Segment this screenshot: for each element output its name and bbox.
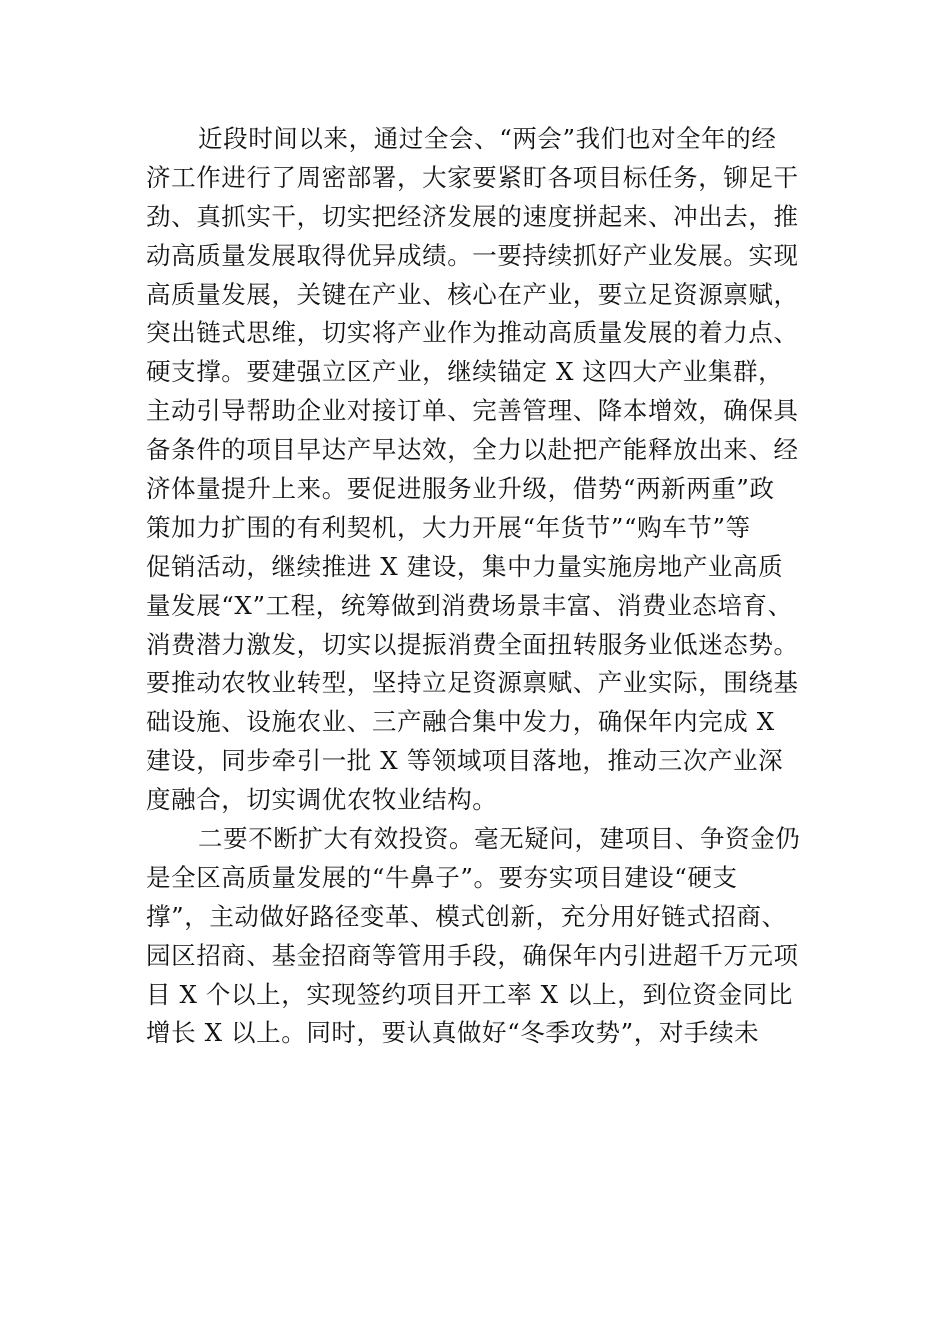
text-line: 突出链式思维，切实将产业作为推动高质量发展的着力点、: [146, 318, 799, 348]
text-line: 近段时间以来，通过全会、“两会”我们也对全年的经: [198, 124, 777, 153]
text-line: 建设，同步牵引一批 X 等领域项目落地，推动三次产业深: [146, 746, 784, 776]
text-line: 策加力扩围的有利契机，大力开展“年货节”“购车节”等: [146, 512, 751, 542]
text-line: 高质量发展，关键在产业、核心在产业，要立足资源禀赋，: [146, 279, 799, 309]
text-line: 是全区高质量发展的“牛鼻子”。要夯实项目建设“硬支: [146, 862, 738, 892]
text-line: 济体量提升上来。要促进服务业升级，借势“两新两重”政: [146, 474, 775, 504]
text-line: 目 X 个以上，实现签约项目开工率 X 以上，到位资金同比: [146, 979, 793, 1009]
text-line: 主动引导帮助企业对接订单、完善管理、降本增效，确保具: [146, 396, 799, 426]
text-line: 园区招商、基金招商等管用手段，确保年内引进超千万元项: [146, 940, 799, 970]
text-line: 动高质量发展取得优异成绩。一要持续抓好产业发展。实现: [146, 240, 799, 270]
text-line: 消费潜力激发，切实以提振消费全面扭转服务业低迷态势。: [146, 629, 799, 659]
text-line: 要推动农牧业转型，坚持立足资源禀赋、产业实际，围绕基: [146, 668, 799, 698]
text-line: 劲、真抓实干，切实把经济发展的速度拼起来、冲出去，推: [146, 201, 799, 231]
text-line: 促销活动，继续推进 X 建设，集中力量实施房地产业高质: [146, 551, 784, 581]
text-line: 硬支撑。要建强立区产业，继续锚定 X 这四大产业集群，: [146, 357, 784, 387]
text-line: 撑”，主动做好路径变革、模式创新，充分用好链式招商、: [146, 901, 787, 931]
text-line: 础设施、设施农业、三产融合集中发力，确保年内完成 X: [146, 707, 775, 737]
body-text: [146, 120, 814, 1053]
text-line: 量发展“X”工程，统筹做到消费场景丰富、消费业态培育、: [146, 590, 793, 620]
text-line: 增长 X 以上。同时，要认真做好“冬季攻势”，对手续未: [146, 1018, 760, 1048]
text-line: 度融合，切实调优农牧业结构。: [146, 785, 498, 815]
text-line: 济工作进行了周密部署，大家要紧盯各项目标任务，铆足干: [146, 162, 799, 192]
text-line: 备条件的项目早达产早达效，全力以赴把产能释放出来、经: [146, 435, 799, 465]
text-line: 二要不断扩大有效投资。毫无疑问，建项目、争资金仍: [198, 824, 801, 854]
